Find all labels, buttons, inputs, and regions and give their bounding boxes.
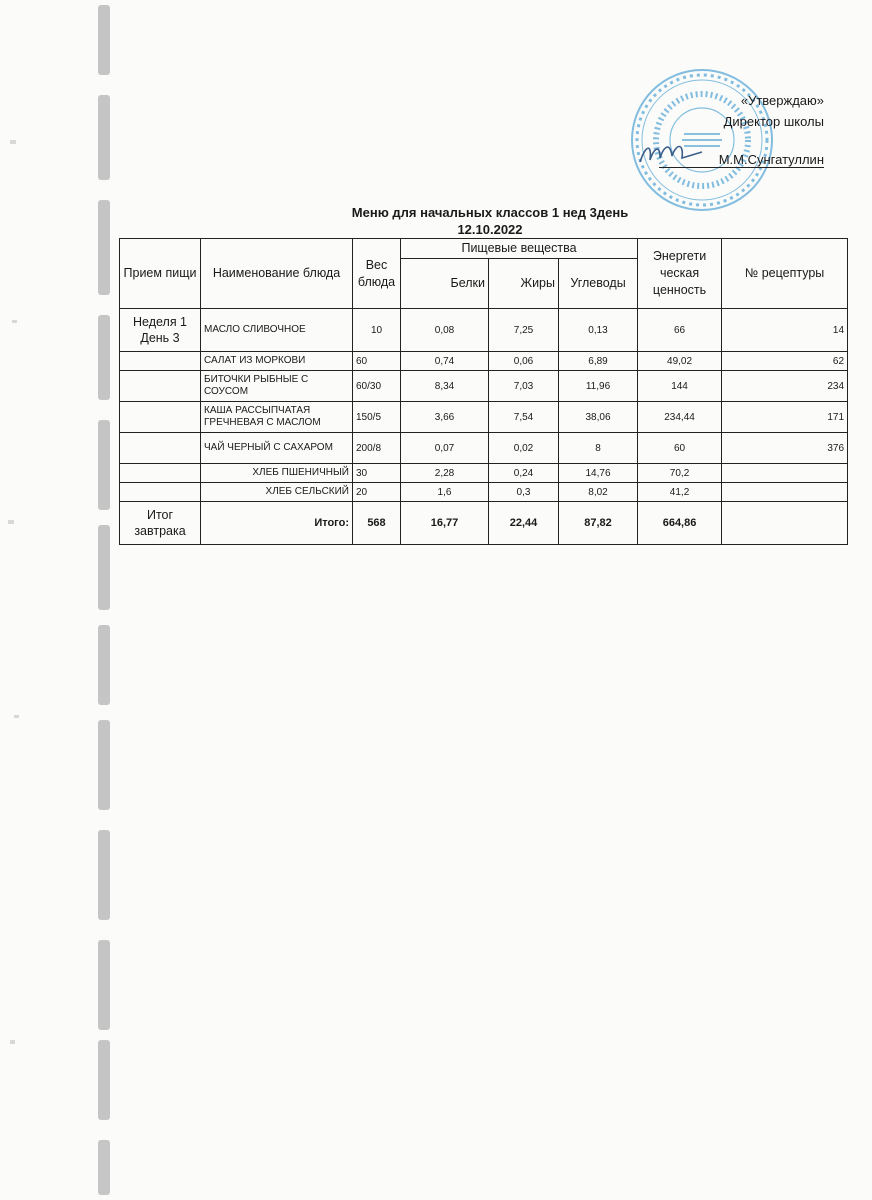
- dish-name: САЛАТ ИЗ МОРКОВИ: [201, 352, 353, 371]
- total-protein: 16,77: [401, 502, 489, 545]
- dish-carbs: 38,06: [559, 402, 638, 433]
- dish-carbs: 8: [559, 433, 638, 464]
- dish-energy: 66: [638, 309, 722, 352]
- dish-fat: 0,24: [489, 464, 559, 483]
- dish-energy: 49,02: [638, 352, 722, 371]
- approval-label: «Утверждаю»: [740, 93, 824, 108]
- table-header-row: [120, 239, 848, 259]
- dish-carbs: 14,76: [559, 464, 638, 483]
- dish-fat: 0,06: [489, 352, 559, 371]
- dish-name: ЧАЙ ЧЕРНЫЙ С САХАРОМ: [201, 433, 353, 464]
- dish-name: КАША РАССЫПЧАТАЯ ГРЕЧНЕВАЯ С МАСЛОМ: [201, 402, 353, 433]
- dish-energy: 60: [638, 433, 722, 464]
- table-row: [120, 402, 848, 433]
- dish-fat: 0,02: [489, 433, 559, 464]
- total-fat: 22,44: [489, 502, 559, 545]
- header-nutrients: Пищевые вещества: [401, 239, 638, 259]
- dish-recipe: 14: [722, 309, 848, 352]
- dish-weight: 150/5: [353, 402, 401, 433]
- dish-recipe: 62: [722, 352, 848, 371]
- dish-carbs: 0,13: [559, 309, 638, 352]
- table-row: [120, 464, 848, 483]
- header-weight: Вес блюда: [353, 239, 401, 309]
- dish-weight: 20: [353, 483, 401, 502]
- document-date: 12.10.2022: [457, 222, 523, 237]
- dish-recipe: [722, 483, 848, 502]
- dish-weight: 10: [353, 309, 401, 352]
- total-meal-label: Итог завтрака: [120, 502, 201, 545]
- header-carbs: Углеводы: [559, 259, 638, 309]
- dish-weight: 30: [353, 464, 401, 483]
- header-meal: Прием пищи: [120, 239, 201, 309]
- table-row: [120, 309, 848, 352]
- dish-protein: 1,6: [401, 483, 489, 502]
- total-weight: 568: [353, 502, 401, 545]
- dish-fat: 7,54: [489, 402, 559, 433]
- dish-energy: 70,2: [638, 464, 722, 483]
- dish-weight: 60: [353, 352, 401, 371]
- total-carbs: 87,82: [559, 502, 638, 545]
- dish-fat: 0,3: [489, 483, 559, 502]
- header-fat: Жиры: [489, 259, 559, 309]
- header-recipe: № рецептуры: [722, 239, 848, 309]
- table-row: [120, 433, 848, 464]
- approval-block: [659, 90, 824, 170]
- dish-energy: 234,44: [638, 402, 722, 433]
- dish-protein: 3,66: [401, 402, 489, 433]
- header-dish: Наименование блюда: [201, 239, 353, 309]
- dish-weight: 200/8: [353, 433, 401, 464]
- header-protein: Белки: [401, 259, 489, 309]
- table-row: [120, 483, 848, 502]
- header-energy: Энергети ческая ценность: [638, 239, 722, 309]
- dish-protein: 0,74: [401, 352, 489, 371]
- total-energy: 664,86: [638, 502, 722, 545]
- dish-protein: 2,28: [401, 464, 489, 483]
- dish-protein: 0,08: [401, 309, 489, 352]
- dish-carbs: 6,89: [559, 352, 638, 371]
- binding-holes: [0, 0, 150, 1200]
- dish-energy: 144: [638, 371, 722, 402]
- dish-fat: 7,25: [489, 309, 559, 352]
- dish-protein: 8,34: [401, 371, 489, 402]
- total-recipe: [722, 502, 848, 545]
- dish-carbs: 8,02: [559, 483, 638, 502]
- dish-name: МАСЛО СЛИВОЧНОЕ: [201, 309, 353, 352]
- table-row: [120, 371, 848, 402]
- meal-label: Неделя 1 День 3: [120, 309, 201, 352]
- dish-protein: 0,07: [401, 433, 489, 464]
- dish-weight: 60/30: [353, 371, 401, 402]
- dish-name: ХЛЕБ СЕЛЬСКИЙ: [201, 483, 353, 502]
- total-label: Итого:: [201, 502, 353, 545]
- dish-name: БИТОЧКИ РЫБНЫЕ С СОУСОМ: [201, 371, 353, 402]
- dish-recipe: 376: [722, 433, 848, 464]
- approval-signer: М.М.Сунгатуллин: [659, 152, 824, 168]
- dish-energy: 41,2: [638, 483, 722, 502]
- total-row: [120, 502, 848, 545]
- table-row: [120, 352, 848, 371]
- document-title: Меню для начальных классов 1 нед 3день: [351, 205, 629, 220]
- dish-recipe: [722, 464, 848, 483]
- dish-name: ХЛЕБ ПШЕНИЧНЫЙ: [201, 464, 353, 483]
- dish-fat: 7,03: [489, 371, 559, 402]
- dish-recipe: 171: [722, 402, 848, 433]
- approval-position: Директор школы: [723, 114, 824, 129]
- menu-table: [119, 238, 848, 545]
- dish-recipe: 234: [722, 371, 848, 402]
- dish-carbs: 11,96: [559, 371, 638, 402]
